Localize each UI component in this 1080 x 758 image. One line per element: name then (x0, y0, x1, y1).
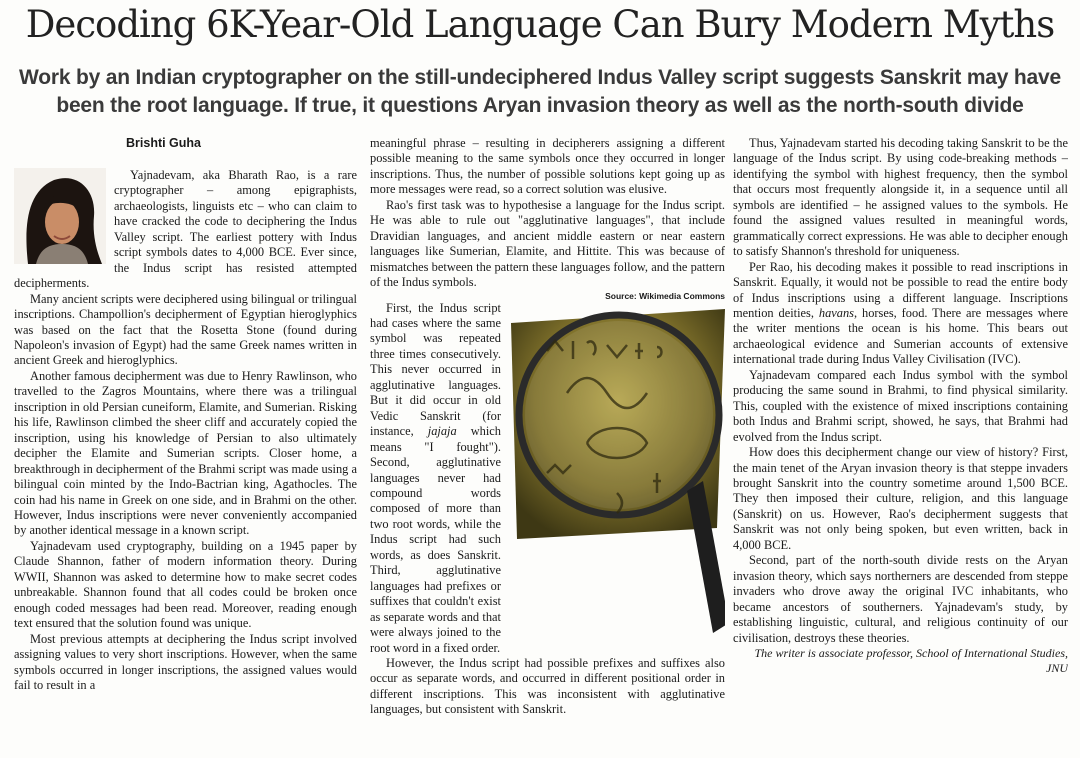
paragraph: Thus, Yajnadevam started his decoding taking Sanskrit to be the language of the Indus script. By using code-breaking methods – identifying the symbol with highest frequency, then the symbol that occurs most frequently alongside it, in a sequence until all symbols are identified – he assigned values to the symbols. He found the assigned values resulted in meaningful words, grammatically correct expressions. He was able to decipher enough to satisfy Shannon's threshold for uniqueness. (733, 136, 1068, 259)
paragraph: meaningful phrase – resulting in decipherers assigning a different possible meaning to the same symbols once they occurred in longer inscriptions. Thus, the number of possible solutions kept going up as more messages were read, so a correct solution was elusive. (370, 136, 725, 197)
headline: Decoding 6K-Year-Old Language Can Bury Modern Myths (25, 3, 1055, 46)
column-1 (14, 136, 357, 754)
author-photo (14, 168, 106, 264)
paragraph: Rao's first task was to hypothesise a language for the Indus script. He was able to rule out "agglutinative languages", that include Dravidian languages, and ancient middle eastern or near eastern languages like Sumerian, Elamite, and Hittite. This was because of mismatches between the pattern these languages follow, and the pattern of the Indus symbols. (370, 197, 725, 290)
paragraph: Most previous attempts at deciphering the Indus script involved assigning values to very short inscriptions. However, when the same symbols occurred in longer inscriptions, the assigned values would fail to result in a (14, 631, 357, 692)
byline: Brishti Guha (126, 136, 202, 150)
paragraph: First, the Indus script had cases where the same symbol was repeated three times consecutively. This never occurred in agglutinative languages. But it did occur in old Vedic Sanskrit (for instance, jajaja which means "I fought"). Second, agglutinative languages never had compound words composed of more than two root words, while the Indus script had such words, as does Sanskrit. Third, agglutinative languages had prefixes or suffixes that couldn't exist as separate words and that were always joined to the root word in a fixed order. (370, 300, 501, 655)
paragraph: Many ancient scripts were deciphered using bilingual or trilingual inscriptions. Champollion's decipherment of Egyptian hieroglyphics was based on the fact that the Rosetta Stone (found during Napoleon's invasion of Egypt) had the same Greek names written in ancient Greek and hieroglyphics. (14, 291, 357, 368)
paragraph: Yajnadevam used cryptography, building on a 1945 paper by Claude Shannon, father of modern information theory. During WWII, Shannon was asked to determine how to make secret codes unbreakable. Shannon found that all codes could be broken once enough coded messages had been read. Moreover, reading enough text ensured that the solution found was unique. (14, 538, 357, 631)
column-3 (733, 136, 1068, 754)
deck: Work by an Indian cryptographer on the still-undeciphered Indus Valley script suggests Sanskrit may have been the root language. If true, it questions Aryan invasion theory as well as the north-south divide (19, 66, 1061, 117)
author-note: The writer is associate professor, School of International Studies, JNU (754, 645, 1068, 676)
paragraph: Yajnadevam compared each Indus symbol with the symbol producing the same sound in Brahmi, to find physical similarity. This, coupled with the existence of mixed inscriptions containing both Indus and Brahmi script, showed, he says, that Brahmi had evolved from the Indus script. (733, 367, 1068, 444)
paragraph: Yajnadevam, aka Bharath Rao, is a rare cryptographer – among epigraphists, archaeologists, linguists etc – who can claim to have cracked the code to deciphering the Indus Valley script. The earliest pottery with Indus script symbols dates to 4,000 BCE. Ever since, the Indus script has resisted attempted decipherments. (14, 168, 357, 291)
column-2 (370, 136, 725, 754)
paragraph: Another famous decipherment was due to Henry Rawlinson, who travelled to the Zagros Mountains, where there was a trilingual inscription in old Persian cuneiform, Elamite, and Sumerian. Risking his life, Rawlinson climbed the sheer cliff and accurately copied the inscription, using his knowledge of Persian to also ultimately decipher the Elamite and Sumerian scripts. Closer home, a breakthrough in decipherment of the Brahmi script was made using a bilingual coin minted by the Indo-Bactrian king, Agathocles. The coin had his name in Greek on one side, and in Brahmi on the other. However, Indus inscriptions were never conveniently accompanied by another identical message in a known script. (14, 368, 357, 538)
photo-credit: Source: Wikimedia Commons (605, 290, 725, 301)
paragraph: How does this decipherment change our view of history? First, the main tenet of the Aryan invasion theory is that steppe invaders brought Sanskrit into the country sometime around 1,500 BCE. They then imposed their culture, religion, and this language (Sanskrit) on us. However, Rao's decipherment suggests that Sanskrit was not only being spoken, but even written, back in 4,000 BCE. (733, 445, 1068, 552)
paragraph: However, the Indus script had possible prefixes and suffixes also occur as separate words, and occurred in different positional order in different inscriptions. This was inconsistent with agglutinative languages, but consistent with Sanskrit. (370, 655, 725, 717)
indus-seal-magnifier-image (507, 303, 725, 638)
paragraph: Per Rao, his decoding makes it possible to read inscriptions in Sanskrit. Equally, it would not be possible to read the entire body of Indus inscriptions using a different language. Inscriptions mention deities, havans, horses, food. There are messages where the writer mentions the ocean is his home. This bears out archaeological evidence and Sumerian accounts of extensive international trade during Indus Valley Civilisation (IVC). (733, 259, 1068, 367)
paragraph: Second, part of the north-south divide rests on the Aryan invasion theory, which says northerners are descended from steppe invaders who drove away the original IVC inhabitants, who became ancestors of southerners. Yajnadevam's study, by establishing linguistic, cultural, and religious continuity of our civilisation, destroys these theories. (733, 553, 1068, 645)
